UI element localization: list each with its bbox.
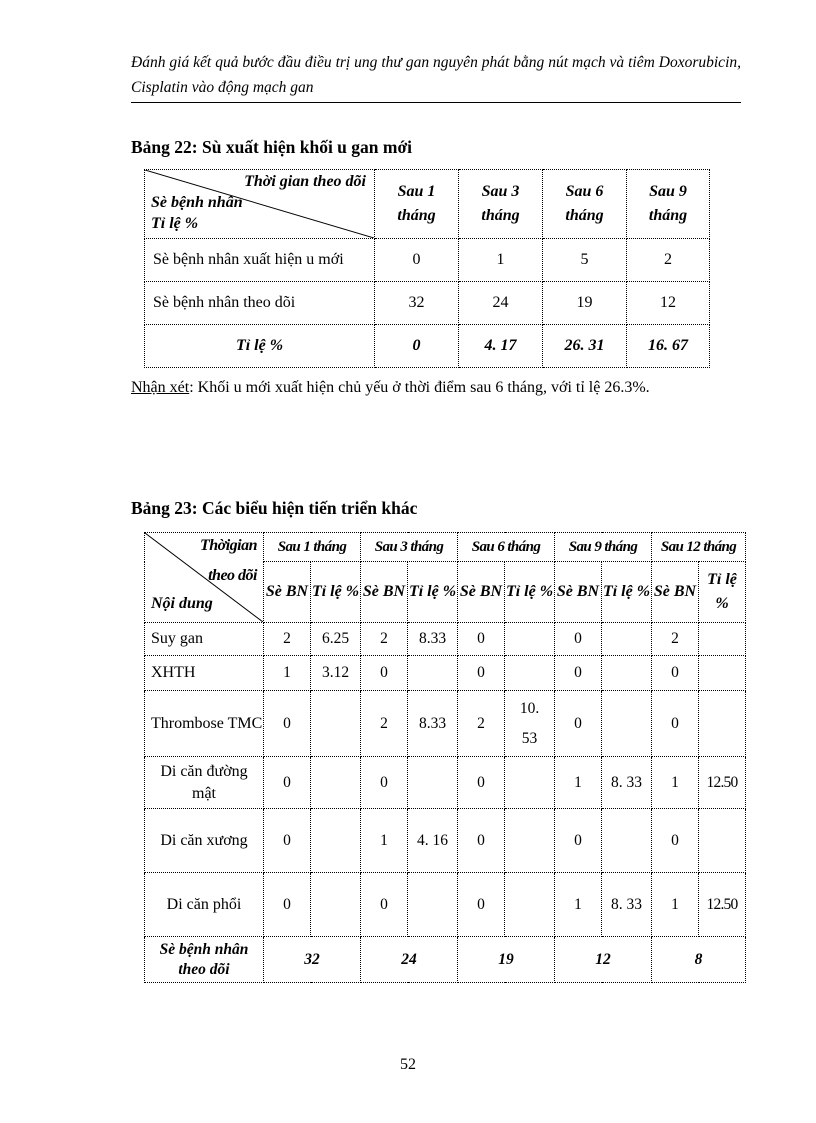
table-cell: 4. 16: [408, 809, 458, 873]
table-cell: 8. 33: [602, 873, 652, 937]
table-row: [145, 239, 710, 282]
table-cell: [699, 809, 746, 873]
table-cell: [505, 623, 555, 656]
table-cell: 1: [652, 873, 699, 937]
row-label: Sè bệnh nhân theo dõi: [145, 937, 264, 983]
table-cell: 3.12: [311, 656, 361, 691]
row-label: Suy gan: [145, 623, 264, 656]
table-row: [145, 809, 746, 873]
table-row: [145, 873, 746, 937]
group-header: Sau 6 tháng: [458, 533, 555, 562]
table22: [144, 169, 710, 368]
table-cell: 32: [264, 937, 361, 983]
row-label: Sè bệnh nhân theo dõi: [145, 282, 375, 325]
table-cell: [311, 757, 361, 809]
table-cell: 0: [555, 623, 602, 656]
row-label: XHTH: [145, 656, 264, 691]
table22-caption: Bảng 22: Sù xuất hiện khối u gan mới: [131, 137, 413, 157]
row-label: Di căn phổi: [145, 873, 264, 937]
table-cell: 0: [652, 691, 699, 757]
table-cell: [602, 623, 652, 656]
table-cell: [505, 757, 555, 809]
table-cell: 0: [264, 809, 311, 873]
sub-header-pct: Tỉ lệ %: [505, 562, 555, 623]
table-row: [145, 656, 746, 691]
table-cell: 6.25: [311, 623, 361, 656]
table-cell: 0: [458, 623, 505, 656]
table-cell: 0: [361, 656, 408, 691]
table-cell: 1: [361, 809, 408, 873]
table-cell: 0: [375, 325, 459, 368]
table-cell: 1: [555, 873, 602, 937]
table-cell: 0: [458, 656, 505, 691]
table-cell: [408, 873, 458, 937]
table-row: [145, 623, 746, 656]
table-cell: [505, 809, 555, 873]
table-row: [145, 170, 710, 239]
column-header: Sau 3 tháng: [459, 170, 543, 239]
remark: [131, 379, 650, 397]
table-cell: 2: [361, 623, 408, 656]
row-label: Sè bệnh nhân xuất hiện u mới: [145, 239, 375, 282]
sub-header-pct: Tỉ lệ %: [602, 562, 652, 623]
remark-text: : Khối u mới xuất hiện chủ yếu ở thời điểm sau 6 tháng, với tỉ lệ 26.3%.: [189, 379, 650, 396]
table23-corner: [145, 533, 264, 623]
page-number: 52: [400, 1056, 416, 1073]
table-cell: 12: [627, 282, 710, 325]
table-cell: [699, 691, 746, 757]
table-cell: 12.50: [699, 757, 746, 809]
table-row: [145, 282, 710, 325]
table-cell: 0: [458, 873, 505, 937]
table-row: [145, 691, 746, 757]
table-cell: [505, 656, 555, 691]
table22-corner: [145, 170, 375, 239]
table-cell: 0: [361, 873, 408, 937]
group-header: Sau 1 tháng: [264, 533, 361, 562]
table-cell: 0: [264, 873, 311, 937]
table-cell: 2: [627, 239, 710, 282]
table-cell: 0: [375, 239, 459, 282]
sub-header-bn: Sè BN: [458, 562, 505, 623]
table-row: [145, 533, 746, 562]
table-row: [145, 325, 710, 368]
table23: [144, 532, 746, 983]
table-cell: 24: [361, 937, 458, 983]
table-cell: [699, 656, 746, 691]
table-cell: 26. 31: [543, 325, 627, 368]
table-cell: 8: [652, 937, 746, 983]
table-cell: 19: [458, 937, 555, 983]
sub-header-pct: Tỉ lệ %: [699, 562, 746, 623]
corner-bot-label: Tỉ lệ %: [151, 215, 199, 232]
table23-caption: Bảng 23: Các biểu hiện tiến triển khác: [131, 498, 418, 518]
table-cell: [408, 656, 458, 691]
table-cell: 32: [375, 282, 459, 325]
group-header: Sau 9 tháng: [555, 533, 652, 562]
table-row: [145, 757, 746, 809]
sub-header-bn: Sè BN: [555, 562, 602, 623]
column-header: Sau 1 tháng: [375, 170, 459, 239]
table-cell: 0: [555, 809, 602, 873]
table-cell: 0: [652, 656, 699, 691]
table-cell: 8. 33: [602, 757, 652, 809]
table-cell: 1: [459, 239, 543, 282]
column-header: Sau 9 tháng: [627, 170, 710, 239]
corner-bot-label: Nội dung: [151, 595, 213, 612]
table-cell: [602, 809, 652, 873]
table-cell: 24: [459, 282, 543, 325]
table-cell: 0: [458, 809, 505, 873]
table-cell: 4. 17: [459, 325, 543, 368]
table-cell: 0: [264, 691, 311, 757]
table-cell: 10. 53: [505, 691, 555, 757]
table-cell: [311, 809, 361, 873]
table-cell: 0: [555, 691, 602, 757]
table-cell: 2: [361, 691, 408, 757]
table-cell: 1: [652, 757, 699, 809]
table-row: [145, 937, 746, 983]
table-cell: 1: [264, 656, 311, 691]
sub-header-pct: Tỉ lệ %: [408, 562, 458, 623]
corner-mid-label: theo dõi: [208, 567, 257, 584]
table-cell: 0: [361, 757, 408, 809]
table-cell: [505, 873, 555, 937]
row-label: Di căn xương: [145, 809, 264, 873]
header-rule: [131, 102, 741, 103]
row-label: Di căn đường mật: [145, 757, 264, 809]
table-cell: 16. 67: [627, 325, 710, 368]
table-cell: 8.33: [408, 623, 458, 656]
corner-top-label: Thời gian theo dõi: [244, 173, 366, 190]
table-cell: 0: [555, 656, 602, 691]
sub-header-pct: Tỉ lệ %: [311, 562, 361, 623]
remark-label: Nhận xét: [131, 379, 190, 396]
running-header: Đánh giá kết quả bước đầu điều trị ung thư gan nguyên phát bằng nút mạch và tiêm Doxorubicin, Cisplatin vào động mạch gan: [131, 54, 741, 96]
table-cell: 5: [543, 239, 627, 282]
table-cell: [699, 623, 746, 656]
table-cell: [311, 873, 361, 937]
column-header: Sau 6 tháng: [543, 170, 627, 239]
table-cell: [602, 691, 652, 757]
table-cell: [408, 757, 458, 809]
table-cell: 0: [652, 809, 699, 873]
table-cell: 0: [458, 757, 505, 809]
table-cell: 2: [264, 623, 311, 656]
row-label: Thrombose TMC: [145, 691, 264, 757]
table-cell: 12: [555, 937, 652, 983]
table-cell: 8.33: [408, 691, 458, 757]
sub-header-bn: Sè BN: [361, 562, 408, 623]
table-cell: 2: [652, 623, 699, 656]
table-cell: 12.50: [699, 873, 746, 937]
table-cell: [311, 691, 361, 757]
group-header: Sau 3 tháng: [361, 533, 458, 562]
table-cell: 19: [543, 282, 627, 325]
row-label: Tỉ lệ %: [145, 325, 375, 368]
table-cell: 2: [458, 691, 505, 757]
group-header: Sau 12 tháng: [652, 533, 746, 562]
sub-header-bn: Sè BN: [264, 562, 311, 623]
table-cell: 0: [264, 757, 311, 809]
table-cell: 1: [555, 757, 602, 809]
sub-header-bn: Sè BN: [652, 562, 699, 623]
table-cell: [602, 656, 652, 691]
corner-top-label: Thờigian: [199, 537, 257, 554]
corner-mid-label: Sè bệnh nhân: [151, 194, 243, 211]
